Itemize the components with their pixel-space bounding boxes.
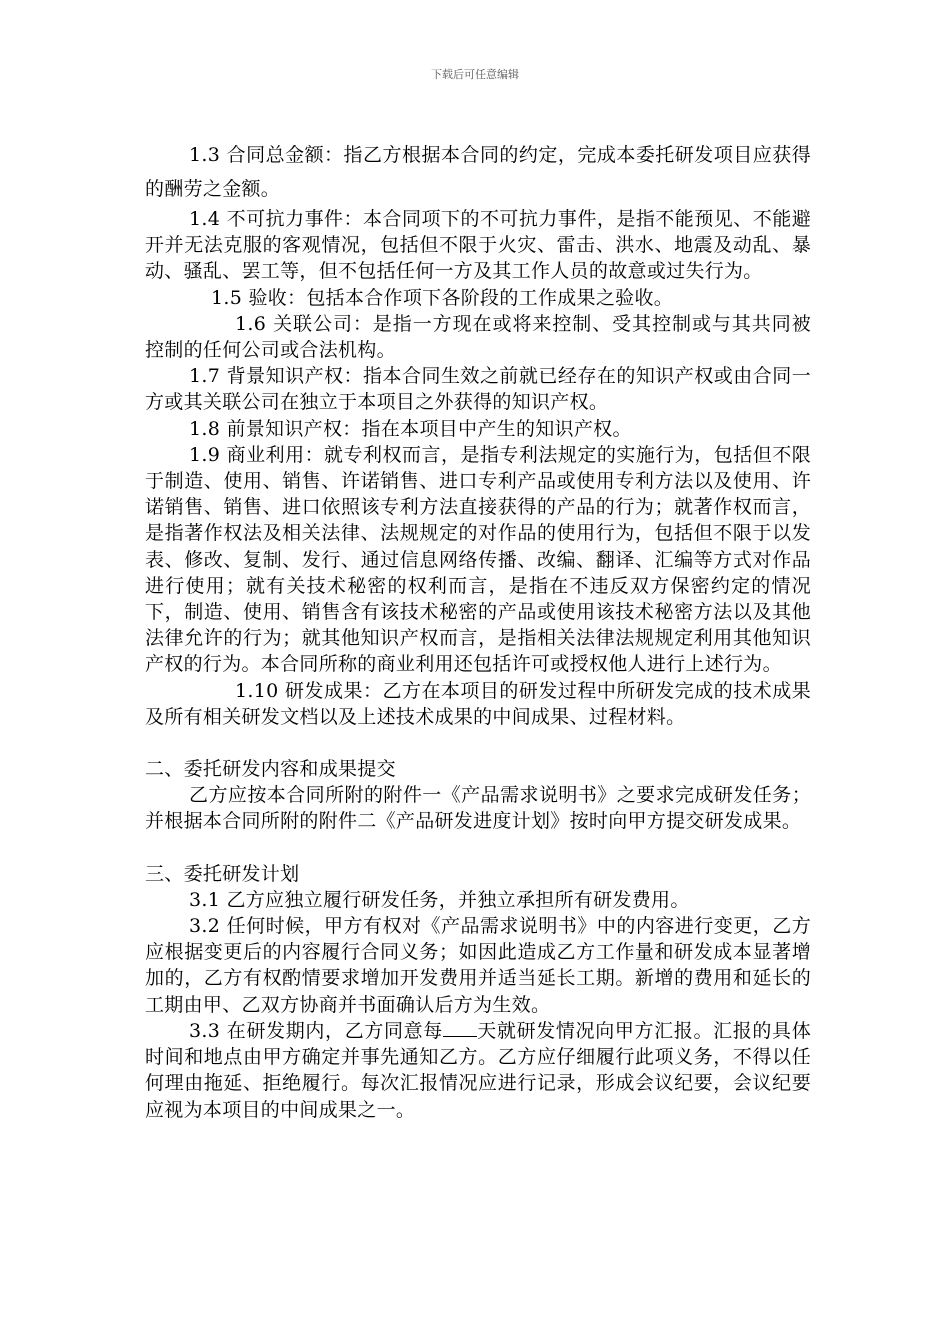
clause-1-10: 1.10 研发成果：乙方在本项目的研发过程中所研发完成的技术成果及所有相关研发文档以及上述技术成果的中间成果、过程材料。 [145,679,811,728]
clause-1-3: 1.3 合同总金额：指乙方根据本合同的约定，完成本委托研发项目应获得的酬劳之金额。 [145,144,811,200]
clause-3-3-before: 3.3 在研发期内，乙方同意每 [189,1019,443,1042]
clause-1-6: 1.6 关联公司：是指一方现在或将来控制、受其控制或与其共同被控制的任何公司或合法机构。 [145,312,811,362]
section-2-heading: 二、委托研发内容和成果提交 [145,758,396,781]
section-2-body: 乙方应按本合同所附的附件一《产品需求说明书》之要求完成研发任务；并根据本合同所附的附件二《产品研发进度计划》按时向甲方提交研发成果。 [145,784,811,833]
report-interval-blank [443,1018,477,1037]
clause-1-8: 1.8 前景知识产权：指在本项目中产生的知识产权。 [189,417,632,440]
clause-3-3-after: 天就研发情况向甲方汇报。汇报的具体时间和地点由甲方确定并事先通知乙方。乙方应仔细履行此项义务，不得以任何理由拖延、拒绝履行。每次汇报情况应进行记录，形成会议纪要，会议纪要应视为本项目的中间成果之一。 [145,1019,811,1121]
section-3-heading: 三、委托研发计划 [145,862,300,885]
clause-1-5: 1.5 验收：包括本合作项下各阶段的工作成果之验收。 [211,286,674,309]
clause-3-3 [145,1018,811,1123]
clause-3-1: 3.1 乙方应独立履行研发任务，并独立承担所有研发费用。 [189,888,690,911]
clause-3-2: 3.2 任何时候，甲方有权对《产品需求说明书》中的内容进行变更，乙方应根据变更后的内容履行合同义务；如因此造成乙方工作量和研发成本显著增加的，乙方有权酌情要求增加开发费用并适当延长工期。新增的费用和延长的工期由甲、乙双方协商并书面确认后方为生效。 [145,915,811,1016]
clause-1-7: 1.7 背景知识产权：指本合同生效之前就已经存在的知识产权或由合同一方或其关联公司在独立于本项目之外获得的知识产权。 [145,365,811,414]
clause-1-9: 1.9 商业利用：就专利权而言，是指专利法规定的实施行为，包括但不限于制造、使用、销售、许诺销售、进口专利产品或使用专利方法以及使用、许诺销售、销售、进口依照该专利方法直接获得的产品的行为；就著作权而言，是指著作权法及相关法律、法规规定的对作品的使用行为，包括但不限于以发表、修改、复制、发行、通过信息网络传播、改编、翻译、汇编等方式对作品进行使用；就有关技术秘密的权利而言，是指在不违反双方保密约定的情况下，制造、使用、销售含有该技术秘密的产品或使用该技术秘密方法以及其他法律允许的行为；就其他知识产权而言，是指相关法律法规规定利用其他知识产权的行为。本合同所称的商业利用还包括许可或授权他人进行上述行为。 [145,443,811,676]
document-body [145,138,811,1123]
clause-1-4: 1.4 不可抗力事件：本合同项下的不可抗力事件，是指不能预见、不能避开并无法克服的客观情况，包括但不限于火灾、雷击、洪水、地震及动乱、暴动、骚乱、罢工等，但不包括任何一方及其工作人员的故意或过失行为。 [145,208,811,283]
page-header: 下载后可任意编辑 [431,68,519,81]
